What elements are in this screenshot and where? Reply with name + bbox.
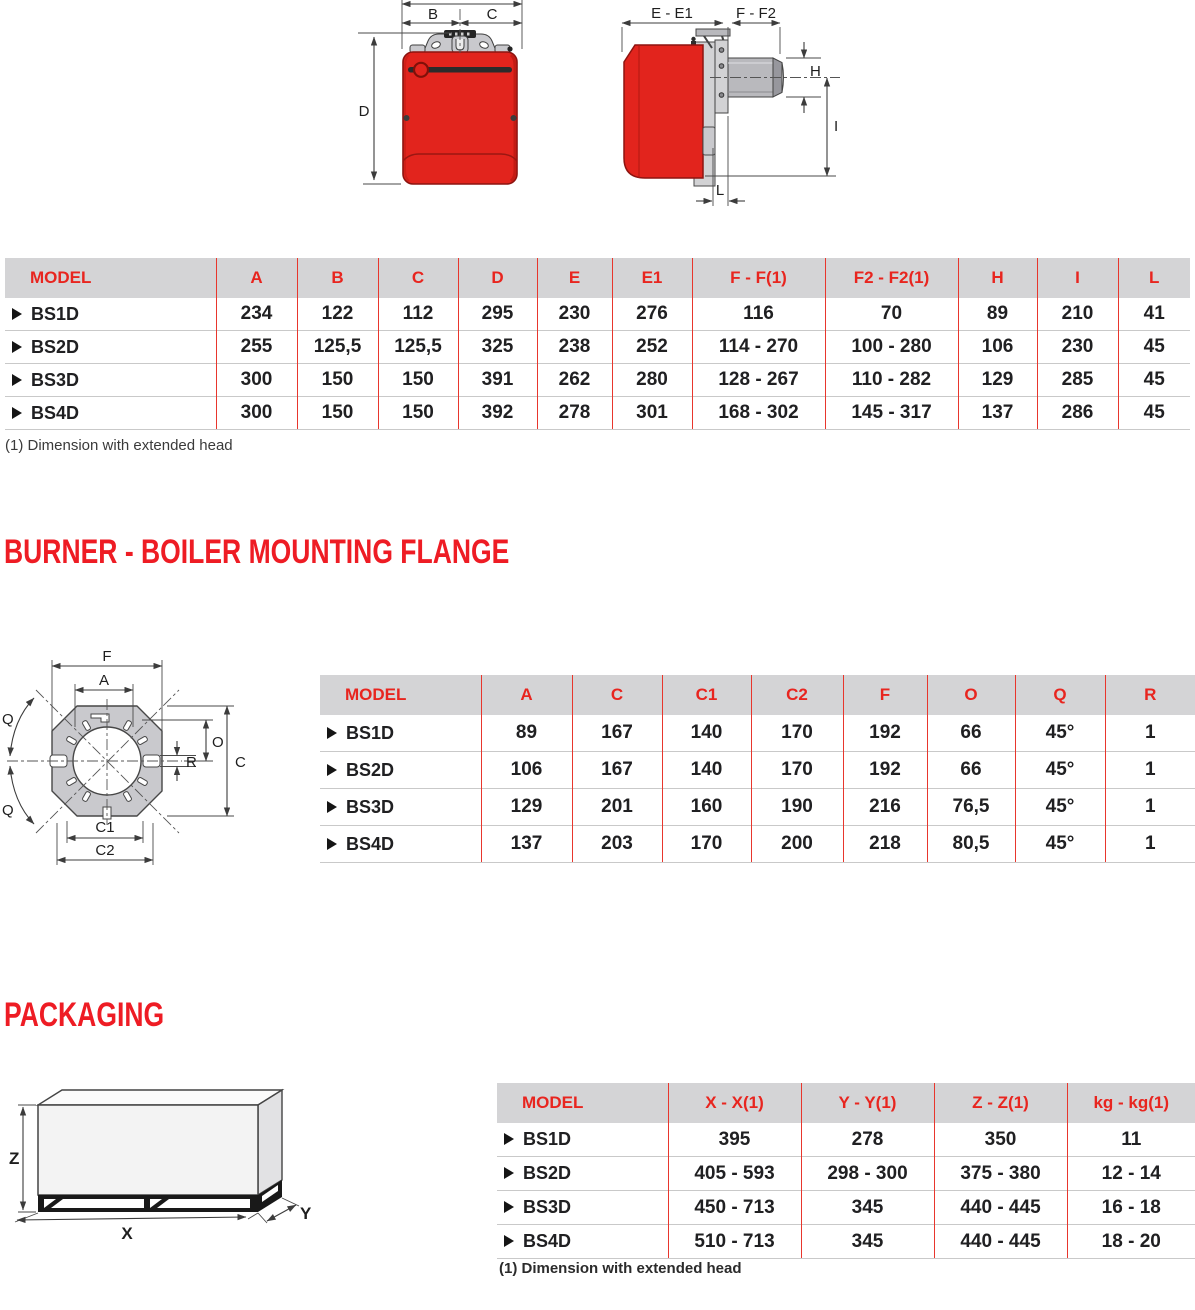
value-cell: 405 - 593 bbox=[668, 1157, 801, 1191]
value-cell: 150 bbox=[378, 364, 458, 397]
value-cell: 140 bbox=[662, 715, 751, 752]
column-header: C bbox=[378, 258, 458, 298]
column-header-model: MODEL bbox=[5, 258, 216, 298]
value-cell: 210 bbox=[1037, 298, 1118, 331]
value-cell: 129 bbox=[481, 789, 572, 826]
table-header-row bbox=[497, 1083, 1195, 1123]
value-cell: 1 bbox=[1105, 752, 1195, 789]
burner-front-view-drawing bbox=[355, 0, 570, 235]
column-header-model: MODEL bbox=[497, 1083, 668, 1123]
model-cell bbox=[320, 789, 481, 826]
value-cell: 76,5 bbox=[927, 789, 1015, 826]
model-cell bbox=[320, 826, 481, 863]
triangle-icon bbox=[12, 407, 22, 419]
dim-c-label: C bbox=[235, 754, 246, 771]
value-cell: 16 - 18 bbox=[1067, 1191, 1195, 1225]
value-cell: 252 bbox=[612, 331, 692, 364]
packaging-table bbox=[497, 1083, 1195, 1259]
value-cell: 440 - 445 bbox=[934, 1225, 1067, 1259]
dim-i-label: I bbox=[834, 118, 839, 135]
column-header: F bbox=[843, 675, 927, 715]
value-cell: 167 bbox=[572, 752, 662, 789]
value-cell: 116 bbox=[692, 298, 825, 331]
value-cell: 114 - 270 bbox=[692, 331, 825, 364]
value-cell: 80,5 bbox=[927, 826, 1015, 863]
model-label: BS4D bbox=[31, 402, 80, 423]
table-row bbox=[5, 331, 1190, 364]
value-cell: 262 bbox=[537, 364, 612, 397]
value-cell: 192 bbox=[843, 715, 927, 752]
value-cell: 106 bbox=[481, 752, 572, 789]
value-cell: 170 bbox=[751, 715, 843, 752]
value-cell: 391 bbox=[458, 364, 537, 397]
value-cell: 129 bbox=[958, 364, 1037, 397]
dim-e-e1-label: E - E1 bbox=[651, 5, 693, 22]
air-damper-knob bbox=[414, 63, 428, 77]
value-cell: 122 bbox=[297, 298, 378, 331]
column-header: C bbox=[572, 675, 662, 715]
dim-a-label: A bbox=[98, 672, 110, 689]
value-cell: 300 bbox=[216, 397, 297, 430]
value-cell: 45 bbox=[1118, 364, 1190, 397]
table-row bbox=[497, 1157, 1195, 1191]
packaging-diagram bbox=[5, 1080, 330, 1265]
triangle-icon bbox=[504, 1235, 514, 1247]
value-cell: 201 bbox=[572, 789, 662, 826]
value-cell: 168 - 302 bbox=[692, 397, 825, 430]
value-cell: 345 bbox=[801, 1191, 934, 1225]
dim-q-bottom-label: Q bbox=[2, 802, 14, 819]
model-label: BS3D bbox=[346, 796, 395, 817]
value-cell: 125,5 bbox=[378, 331, 458, 364]
model-label: BS1D bbox=[523, 1129, 572, 1149]
dim-o-label: O bbox=[212, 734, 224, 751]
value-cell: 18 - 20 bbox=[1067, 1225, 1195, 1259]
column-header: F2 - F2(1) bbox=[825, 258, 958, 298]
column-header: Y - Y(1) bbox=[801, 1083, 934, 1123]
value-cell: 200 bbox=[751, 826, 843, 863]
value-cell: 89 bbox=[958, 298, 1037, 331]
triangle-icon bbox=[504, 1201, 514, 1213]
value-cell: 128 - 267 bbox=[692, 364, 825, 397]
flange-diagram bbox=[0, 635, 262, 880]
value-cell: 216 bbox=[843, 789, 927, 826]
table-row bbox=[320, 789, 1195, 826]
value-cell: 45° bbox=[1015, 826, 1105, 863]
side-burner-body bbox=[624, 29, 784, 186]
column-header: kg - kg(1) bbox=[1067, 1083, 1195, 1123]
burner-side-view-drawing bbox=[608, 0, 848, 225]
value-cell: 450 - 713 bbox=[668, 1191, 801, 1225]
value-cell: 395 bbox=[668, 1123, 801, 1157]
value-cell: 112 bbox=[378, 298, 458, 331]
table-row bbox=[497, 1225, 1195, 1259]
value-cell: 203 bbox=[572, 826, 662, 863]
triangle-icon bbox=[504, 1167, 514, 1179]
table-header-row bbox=[320, 675, 1195, 715]
value-cell: 89 bbox=[481, 715, 572, 752]
value-cell: 300 bbox=[216, 364, 297, 397]
value-cell: 125,5 bbox=[297, 331, 378, 364]
dim-f-f2-label: F - F2 bbox=[736, 5, 776, 22]
model-cell bbox=[5, 298, 216, 331]
model-label: BS2D bbox=[346, 759, 395, 780]
table-row bbox=[5, 298, 1190, 331]
value-cell: 440 - 445 bbox=[934, 1191, 1067, 1225]
model-label: BS4D bbox=[346, 833, 395, 854]
packaging-footnote: (1) Dimension with extended head bbox=[499, 1260, 742, 1277]
value-cell: 278 bbox=[537, 397, 612, 430]
value-cell: 160 bbox=[662, 789, 751, 826]
value-cell: 140 bbox=[662, 752, 751, 789]
model-label: BS1D bbox=[31, 303, 80, 324]
model-cell bbox=[497, 1225, 668, 1259]
value-cell: 170 bbox=[662, 826, 751, 863]
value-cell: 234 bbox=[216, 298, 297, 331]
dim-q-top-label: Q bbox=[2, 711, 14, 728]
value-cell: 150 bbox=[297, 364, 378, 397]
dim-r-label: R bbox=[186, 754, 197, 771]
value-cell: 66 bbox=[927, 752, 1015, 789]
model-cell bbox=[497, 1123, 668, 1157]
value-cell: 66 bbox=[927, 715, 1015, 752]
value-cell: 170 bbox=[751, 752, 843, 789]
value-cell: 280 bbox=[612, 364, 692, 397]
value-cell: 45 bbox=[1118, 397, 1190, 430]
dim-l-label: L bbox=[715, 182, 725, 199]
packaging-section-title: PACKAGING bbox=[4, 996, 165, 1034]
value-cell: 510 - 713 bbox=[668, 1225, 801, 1259]
flange-table bbox=[320, 675, 1195, 863]
column-header: I bbox=[1037, 258, 1118, 298]
model-cell bbox=[320, 752, 481, 789]
column-header: A bbox=[216, 258, 297, 298]
column-header: X - X(1) bbox=[668, 1083, 801, 1123]
dimensions-footnote: (1) Dimension with extended head bbox=[5, 437, 233, 454]
front-burner-body bbox=[403, 30, 517, 184]
value-cell: 392 bbox=[458, 397, 537, 430]
value-cell: 137 bbox=[481, 826, 572, 863]
column-header: Q bbox=[1015, 675, 1105, 715]
dim-c2-label: C2 bbox=[95, 842, 115, 859]
triangle-icon bbox=[12, 374, 22, 386]
column-header: O bbox=[927, 675, 1015, 715]
triangle-icon bbox=[504, 1133, 514, 1145]
dim-b-label: B bbox=[427, 6, 439, 23]
column-header: H bbox=[958, 258, 1037, 298]
column-header: B bbox=[297, 258, 378, 298]
model-cell bbox=[497, 1157, 668, 1191]
model-cell bbox=[497, 1191, 668, 1225]
value-cell: 278 bbox=[801, 1123, 934, 1157]
dim-f-label: F bbox=[102, 648, 112, 665]
value-cell: 295 bbox=[458, 298, 537, 331]
triangle-icon bbox=[327, 801, 337, 813]
column-header: E bbox=[537, 258, 612, 298]
dim-d-label: D bbox=[358, 103, 370, 120]
flange-section-title: BURNER - BOILER MOUNTING FLANGE bbox=[4, 533, 510, 571]
column-header: E1 bbox=[612, 258, 692, 298]
model-cell bbox=[5, 331, 216, 364]
column-header: R bbox=[1105, 675, 1195, 715]
value-cell: 375 - 380 bbox=[934, 1157, 1067, 1191]
triangle-icon bbox=[327, 727, 337, 739]
value-cell: 192 bbox=[843, 752, 927, 789]
table-row bbox=[5, 364, 1190, 397]
model-cell bbox=[5, 364, 216, 397]
value-cell: 110 - 282 bbox=[825, 364, 958, 397]
packaging-box bbox=[38, 1090, 282, 1212]
value-cell: 1 bbox=[1105, 826, 1195, 863]
value-cell: 286 bbox=[1037, 397, 1118, 430]
value-cell: 230 bbox=[1037, 331, 1118, 364]
value-cell: 70 bbox=[825, 298, 958, 331]
value-cell: 45° bbox=[1015, 715, 1105, 752]
triangle-icon bbox=[12, 308, 22, 320]
value-cell: 285 bbox=[1037, 364, 1118, 397]
column-header: D bbox=[458, 258, 537, 298]
value-cell: 345 bbox=[801, 1225, 934, 1259]
column-header: A bbox=[481, 675, 572, 715]
value-cell: 1 bbox=[1105, 789, 1195, 826]
table-header-row bbox=[5, 258, 1190, 298]
table-row bbox=[5, 397, 1190, 430]
column-header: C1 bbox=[662, 675, 751, 715]
model-label: BS1D bbox=[346, 722, 395, 743]
table-row bbox=[320, 826, 1195, 863]
model-label: BS3D bbox=[523, 1197, 572, 1217]
value-cell: 137 bbox=[958, 397, 1037, 430]
model-label: BS2D bbox=[523, 1163, 572, 1183]
column-header: F - F(1) bbox=[692, 258, 825, 298]
dim-z-label: Z bbox=[9, 1149, 20, 1168]
value-cell: 218 bbox=[843, 826, 927, 863]
dim-c1-label: C1 bbox=[95, 819, 115, 836]
model-cell bbox=[320, 715, 481, 752]
value-cell: 12 - 14 bbox=[1067, 1157, 1195, 1191]
column-header: L bbox=[1118, 258, 1190, 298]
value-cell: 301 bbox=[612, 397, 692, 430]
table-row bbox=[320, 715, 1195, 752]
column-header: C2 bbox=[751, 675, 843, 715]
value-cell: 11 bbox=[1067, 1123, 1195, 1157]
model-label: BS2D bbox=[31, 336, 80, 357]
dim-h-label: H bbox=[810, 63, 821, 80]
table-row bbox=[497, 1191, 1195, 1225]
triangle-icon bbox=[327, 764, 337, 776]
model-cell bbox=[5, 397, 216, 430]
dim-c-label: C bbox=[486, 6, 498, 23]
value-cell: 238 bbox=[537, 331, 612, 364]
value-cell: 325 bbox=[458, 331, 537, 364]
value-cell: 298 - 300 bbox=[801, 1157, 934, 1191]
value-cell: 150 bbox=[378, 397, 458, 430]
gas-train-bracket bbox=[696, 29, 730, 36]
triangle-icon bbox=[12, 341, 22, 353]
model-label: BS4D bbox=[523, 1231, 572, 1251]
value-cell: 230 bbox=[537, 298, 612, 331]
dim-x-label: X bbox=[121, 1224, 133, 1243]
column-header: Z - Z(1) bbox=[934, 1083, 1067, 1123]
model-label: BS3D bbox=[31, 369, 80, 390]
dimensions-table bbox=[5, 258, 1190, 430]
value-cell: 350 bbox=[934, 1123, 1067, 1157]
dim-y-label: Y bbox=[300, 1204, 312, 1223]
value-cell: 255 bbox=[216, 331, 297, 364]
value-cell: 167 bbox=[572, 715, 662, 752]
value-cell: 145 - 317 bbox=[825, 397, 958, 430]
value-cell: 190 bbox=[751, 789, 843, 826]
value-cell: 106 bbox=[958, 331, 1037, 364]
triangle-icon bbox=[327, 838, 337, 850]
value-cell: 45° bbox=[1015, 789, 1105, 826]
value-cell: 45° bbox=[1015, 752, 1105, 789]
value-cell: 150 bbox=[297, 397, 378, 430]
table-row bbox=[320, 752, 1195, 789]
column-header-model: MODEL bbox=[320, 675, 481, 715]
value-cell: 41 bbox=[1118, 298, 1190, 331]
table-row bbox=[497, 1123, 1195, 1157]
value-cell: 276 bbox=[612, 298, 692, 331]
value-cell: 1 bbox=[1105, 715, 1195, 752]
value-cell: 45 bbox=[1118, 331, 1190, 364]
value-cell: 100 - 280 bbox=[825, 331, 958, 364]
